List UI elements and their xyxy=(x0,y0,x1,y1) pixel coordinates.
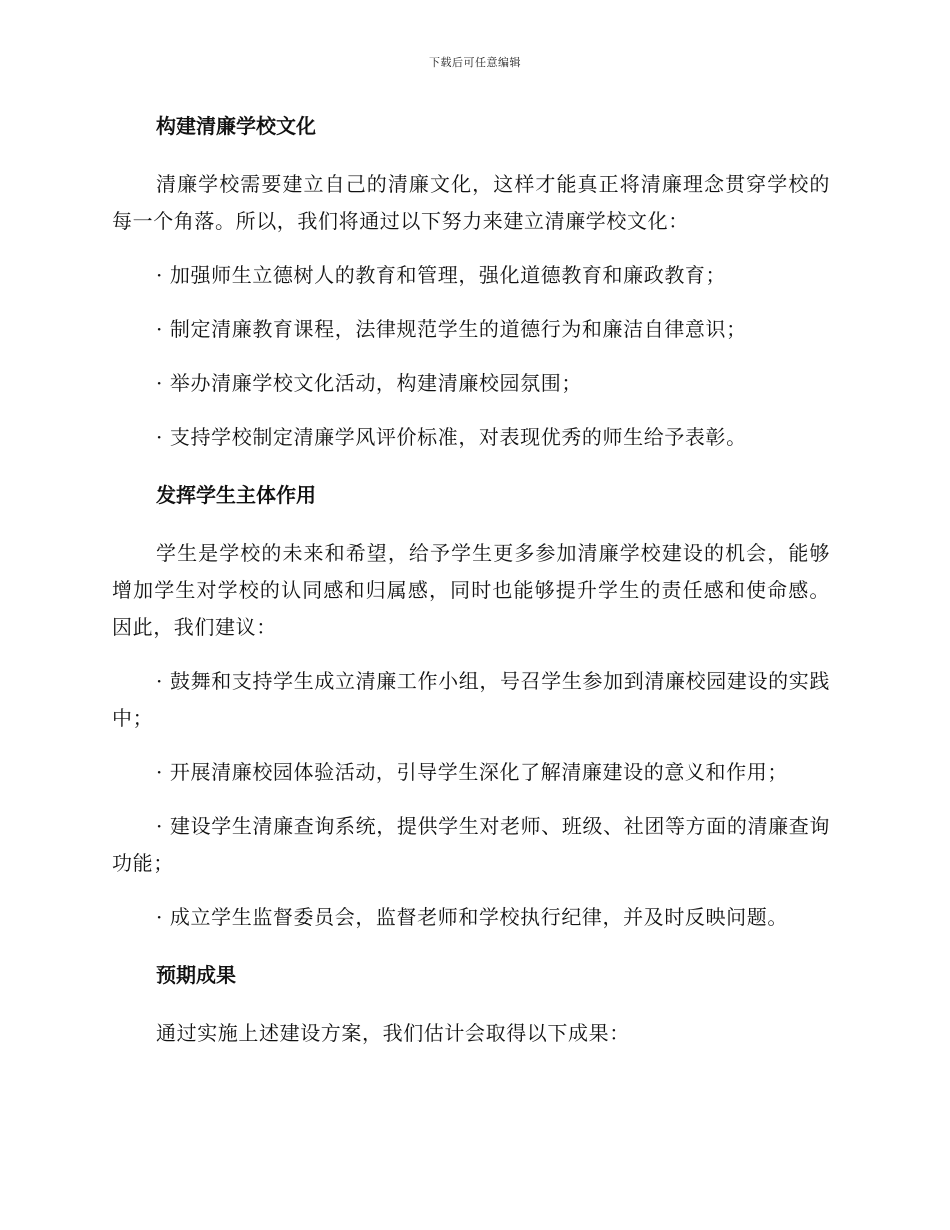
list-item: · 制定清廉教育课程，法律规范学生的道德行为和廉洁自律意识； xyxy=(156,317,747,341)
list-item: · 建设学生清廉查询系统，提供学生对老师、班级、社团等方面的清廉查询功能； xyxy=(112,814,830,875)
list-item: · 成立学生监督委员会，监督老师和学校执行纪律，并及时反映问题。 xyxy=(156,905,788,929)
paragraph-culture-intro: 清廉学校需要建立自己的清廉文化，这样才能真正将清廉理念贯穿学校的每一个角落。所以，我们将通过以下努力来建立清廉学校文化： xyxy=(112,172,830,233)
list-item: · 支持学校制定清廉学风评价标准，对表现优秀的师生给予表彰。 xyxy=(156,425,747,449)
page-header-note: 下载后可任意编辑 xyxy=(429,56,521,69)
section-heading-outcomes: 预期成果 xyxy=(156,963,236,987)
list-item: · 鼓舞和支持学生成立清廉工作小组，号召学生参加到清廉校园建设的实践中； xyxy=(112,669,830,730)
paragraph-students-intro: 学生是学校的未来和希望，给予学生更多参加清廉学校建设的机会，能够增加学生对学校的认同感和归属感，同时也能够提升学生的责任感和使命感。因此，我们建议： xyxy=(112,541,830,639)
paragraph-outcomes-intro: 通过实施上述建设方案，我们估计会取得以下成果： xyxy=(156,1021,630,1045)
section-heading-culture: 构建清廉学校文化 xyxy=(156,114,316,138)
list-item: · 开展清廉校园体验活动，引导学生深化了解清廉建设的意义和作用； xyxy=(156,760,788,784)
section-heading-students: 发挥学生主体作用 xyxy=(156,483,316,507)
list-item: · 举办清廉学校文化活动，构建清廉校园氛围； xyxy=(156,371,582,395)
list-item: · 加强师生立德树人的教育和管理，强化道德教育和廉政教育； xyxy=(156,263,727,287)
document-body xyxy=(112,104,830,1052)
